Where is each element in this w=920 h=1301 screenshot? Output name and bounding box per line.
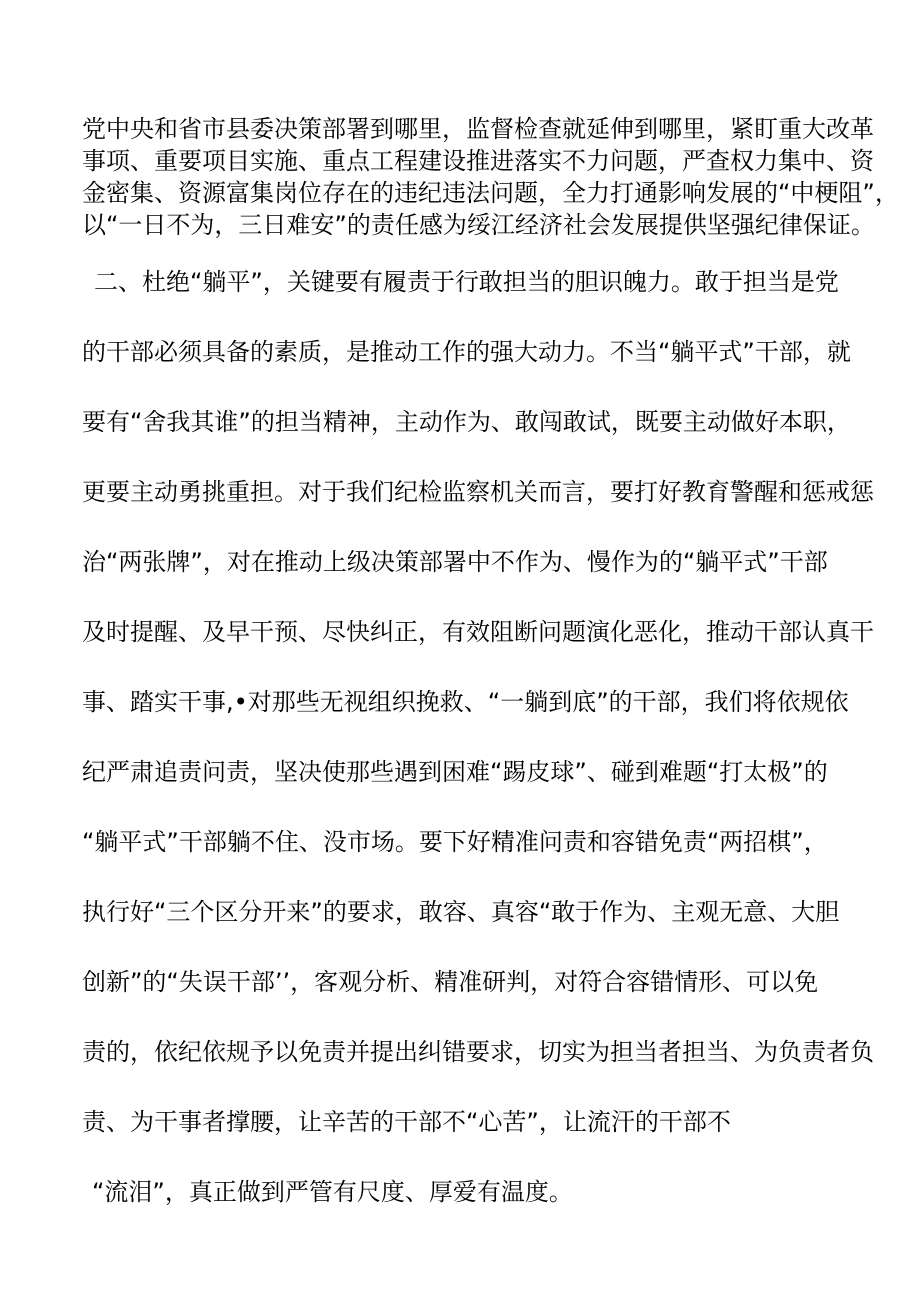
paragraph-1-line-4: 以“一日不为，三日难安”的责任感为绥江经济社会发展提供坚强纪律保证。	[82, 211, 875, 239]
paragraph-2-line-10: 执行好“三个区分开来”的要求，敢容、真容“敢于作为、主观无意、大胆	[82, 898, 840, 926]
paragraph-2-line-11: 创新”的“失误干部’’，客观分析、精准研判，对符合容错情形、可以免	[82, 968, 819, 996]
paragraph-2-line-3: 要有“舍我其谁”的担当精神，主动作为、敢闯敢试，既要主动做好本职，	[82, 408, 851, 436]
paragraph-2-line-2: 的干部必须具备的素质，是推动工作的强大动力。不当“躺平式”干部，就	[82, 338, 851, 366]
paragraph-2-line-12: 责的，依纪依规予以免责并提出纠错要求，切实为担当者担当、为负责者负	[82, 1038, 874, 1066]
paragraph-2-line-7: 事、踏实干事,•对那些无视组织挽救、“一躺到底”的干部，我们将依规依	[82, 688, 849, 716]
paragraph-1-line-1: 党中央和省市县委决策部署到哪里，监督检查就延伸到哪里，紧盯重大改革	[82, 115, 874, 143]
paragraph-2-line-14: “流泪”，真正做到严管有尺度、厚爱有温度。	[92, 1178, 573, 1206]
paragraph-2-line-8: 纪严肃追责问责，坚决使那些遇到困难“踢皮球”、碰到难题“打太极”的	[82, 758, 828, 786]
paragraph-2-line-5: 治“两张牌”，对在推动上级决策部署中不作为、慢作为的“躺平式”干部	[82, 548, 828, 576]
paragraph-2-line-13: 责、为干事者撑腰，让辛苦的干部不“心苦”，让流汗的干部不	[82, 1108, 731, 1136]
paragraph-2-line-6: 及时提醒、及早干预、尽快纠正，有效阻断问题演化恶化，推动干部认真干	[82, 618, 874, 646]
paragraph-2-line-9: “躺平式”干部躺不住、没市场。要下好精准问责和容错免责“两招棋”，	[82, 828, 828, 856]
paragraph-1-line-2: 事项、重要项目实施、重点工程建设推进落实不力问题，严查权力集中、资	[82, 147, 874, 175]
paragraph-2-line-1: 二、杜绝“躺平”，关键要有履责于行敢担当的胆识魄力。敢于担当是党	[94, 268, 839, 296]
paragraph-2-line-4: 更要主动勇挑重担。对于我们纪检监察机关而言，要打好教育警醒和惩戒惩	[82, 478, 874, 506]
paragraph-1-line-3: 金密集、资源富集岗位存在的违纪违法问题，全力打通影响发展的“中梗阻”，	[82, 179, 899, 207]
